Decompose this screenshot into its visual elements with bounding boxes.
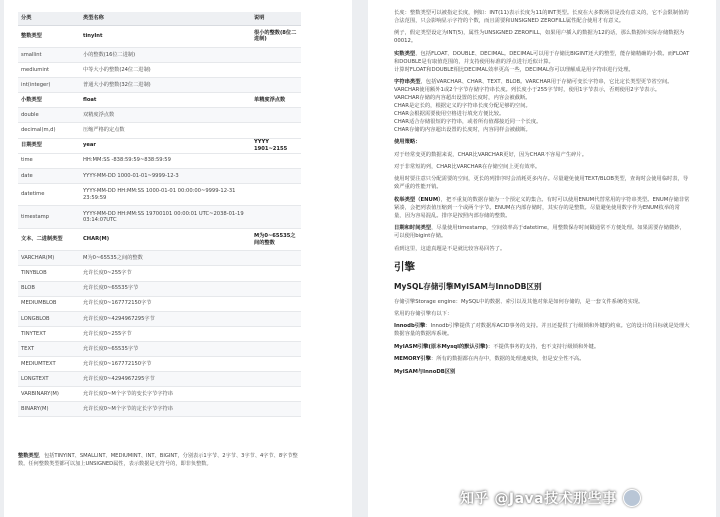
- cell-description: [251, 387, 301, 402]
- strategy-line: 对于非常短的列，CHAR比VARCHAR在存储空间上更有效率。: [394, 164, 541, 170]
- paragraph-example: 例子，假定类型设定为INT(5)，属性为UNSIGNED ZEROFILL，如果用户插入的数据为12的话，那么数据库实际存储数据为00012。: [394, 30, 685, 45]
- cell-category: VARCHAR(M): [18, 251, 80, 266]
- data-types-table: [18, 12, 301, 417]
- cell-type-name: 允许长度0~M个字节的定长字节字符串: [80, 402, 251, 417]
- cell-type-name: 允许长度0~255字节: [80, 326, 251, 341]
- cell-category: decimal(m,d): [18, 123, 80, 138]
- paragraph-innodb: Innodb引擎：Innodb引擎提供了对数据库ACID事务的支持。并且还提供了行级锁和外键的约束。它的设计的目标就是处理大数据容量的数据库系统。: [394, 323, 690, 338]
- cell-type-name: YYYY-MM-DD HH:MM:SS 19700101 00:00:01 UTC~2038-01-19 03:14:07UTC: [80, 206, 251, 229]
- table-row: [18, 183, 301, 206]
- cell-type-name: 允许长度0~65535字节: [80, 281, 251, 296]
- table-row: [18, 206, 301, 229]
- table-row: [18, 138, 301, 153]
- table-header-row: [18, 12, 301, 25]
- cell-description: [251, 296, 301, 311]
- header-category: 分类: [18, 12, 80, 25]
- string-line: CHAR是定长的，根据定义的字符串长度分配足够的空间。: [394, 102, 531, 109]
- zhihu-watermark: [460, 486, 710, 510]
- cell-category: BINARY(M): [18, 402, 80, 417]
- cell-type-name: 允许长度0~M个字节的变长字节字符串: [80, 387, 251, 402]
- table-row: [18, 48, 301, 63]
- watermark-text: 知乎 @Java技术那些事: [460, 491, 617, 507]
- cell-description: YYYY 1901~2155: [251, 138, 301, 153]
- cell-category: TINYBLOB: [18, 266, 80, 281]
- cell-category: date: [18, 168, 80, 183]
- string-line: CHAR适合存储很短的字符串，或者所有值都接近同一个长度。: [394, 118, 542, 125]
- cell-type-name: YYYY-MM-DD 1000-01-01~9999-12-3: [80, 168, 251, 183]
- cell-type-name: 允许长度0~255字节: [80, 266, 251, 281]
- cell-description: [251, 63, 301, 78]
- cell-description: [251, 281, 301, 296]
- paragraph-memory: MEMORY引擎：所有的数据都在内存中，数据的处理速度快，但是安全性不高。: [394, 356, 585, 363]
- table-row: [18, 228, 301, 251]
- cell-type-name: 允许长度0~167772150字节: [80, 357, 251, 372]
- cell-category: mediumint: [18, 63, 80, 78]
- table-row: [18, 168, 301, 183]
- table-row: [18, 123, 301, 138]
- cell-description: [251, 372, 301, 387]
- cell-type-name: 允许长度0~167772150字节: [80, 296, 251, 311]
- strategy-line: 使用时要注意只分配需要的空间，更长的列排序时会消耗更多内存。尽量避免使用TEXT/BLOB类型，查询时会使用临时表，导致严重的性能开销。: [394, 176, 689, 191]
- string-line: VARCHAR存储的内容超出设置的长度时，内容会被截断。: [394, 94, 531, 101]
- left-page: [4, 0, 352, 517]
- cell-description: 很小的整数(8位二进制): [251, 25, 301, 48]
- cell-category: BLOB: [18, 281, 80, 296]
- cell-category: timestamp: [18, 206, 80, 229]
- cell-description: [251, 108, 301, 123]
- paragraph-end: 看到这里，这道真题是不是就比较容易回答了。: [394, 245, 506, 252]
- cell-type-name: tinyInt: [80, 25, 251, 48]
- strategy-line: 对于经常变更的数据来说，CHAR比VARCHAR更好，因为CHAR不容易产生碎片。: [394, 151, 588, 158]
- paragraph-enum: 枚举类型（ENUM），把不重复的数据存储为一个预定义的集合。有时可以使用ENUM代替常用的字符串类型。ENUM存储非常紧凑，会把列表值压缩到一个或两个字节。ENUM在内部存储时，其实存的是整数。尽量避免使用数字作为ENUM枚举的常量，因为容易混乱。排序是按照内部存储的整数。: [394, 196, 690, 219]
- cell-description: [251, 266, 301, 281]
- cell-category: int(integer): [18, 78, 80, 93]
- string-line: VARCHAR使用额外1或2个字节存储字符串长度。列长度小于255字节时，使用1字节表示，否则使用2字节表示。: [394, 87, 661, 93]
- cell-category: TINYTEXT: [18, 326, 80, 341]
- cell-description: [251, 206, 301, 229]
- cell-description: [251, 402, 301, 417]
- cell-description: [251, 326, 301, 341]
- paragraph-length: 长度：整数类型可以被指定长度，例如：INT(11)表示长度为11的INT类型。长度在大多数场景是没有意义的，它不会限制值的合法范围，只会影响显示字符的个数，而且需要和UNSIGNED ZEROFILL属性配合使用才有意义。: [394, 10, 689, 24]
- cell-description: [251, 183, 301, 206]
- cell-type-name: float: [80, 93, 251, 108]
- string-line: CHAR会根据需要使用空格进行填充方便比较。: [394, 110, 505, 117]
- cell-description: 单精度浮点数: [251, 93, 301, 108]
- table-row: [18, 311, 301, 326]
- cell-description: [251, 168, 301, 183]
- table-row: [18, 266, 301, 281]
- article-body: [394, 10, 690, 381]
- cell-type-name: 中等大小的整数(24位二进制): [80, 63, 251, 78]
- table-row: [18, 402, 301, 417]
- strategy-title: 使用策略：: [394, 139, 421, 146]
- note-text: ，包括TINYINT、SMALLINT、MEDIUMINT、INT、BIGINT，分别表示1字节、2字节、3字节、4字节、8字节整数。任何整数类型都可以加上UNSIGNED属性，表示数据是无符号的，即非负整数。: [18, 453, 298, 468]
- paragraph-string: 字符串类型，包括VARCHAR、CHAR、TEXT、BLOB。VARCHAR用于存储可变长字符串，它比定长类型更节省空间。: [394, 79, 673, 86]
- cell-type-name: 允许长度0~4294967295字节: [80, 372, 251, 387]
- table-row: [18, 341, 301, 356]
- cell-category: 整数类型: [18, 25, 80, 48]
- paragraph-common: 常用的存储引擎有以下：: [394, 311, 453, 318]
- cell-category: LONGTEXT: [18, 372, 80, 387]
- paragraph-last: MyISAM与InnoDB区别: [394, 368, 456, 375]
- cell-type-name: 压缩严格的定点数: [80, 123, 251, 138]
- cell-type-name: 允许长度0~4294967295字节: [80, 311, 251, 326]
- table-row: [18, 372, 301, 387]
- cell-category: smallint: [18, 48, 80, 63]
- paragraph-storage-engine: 存储引擎Storage engine：MySQL中的数据、索引以及其他对象是如何存储的，是一套文件系统的实现。: [394, 298, 644, 305]
- cell-category: MEDIUMTEXT: [18, 357, 80, 372]
- cell-type-name: M为0~65535之间的整数: [80, 251, 251, 266]
- table-row: [18, 251, 301, 266]
- paragraph-real: 实数类型，包括FLOAT、DOUBLE、DECIMAL。DECIMAL可以用于存储比BIGINT还大的整型，能存储精确的小数。而FLOAT和DOUBLE是有取值范围的，并支持使用标准的浮点进行近似计算。: [394, 50, 690, 65]
- header-type-name: 类型名称: [80, 12, 251, 25]
- table-row: [18, 281, 301, 296]
- cell-description: [251, 78, 301, 93]
- avatar: [623, 489, 641, 507]
- cell-category: MEDIUMBLOB: [18, 296, 80, 311]
- integer-types-note: [18, 452, 303, 468]
- paragraph-real-2: 计算时FLOAT和DOUBLE相比DECIMAL效率更高一些，DECIMAL你可以理解成是用字符串进行处理。: [394, 66, 634, 73]
- cell-category: 文本、二进制类型: [18, 228, 80, 251]
- cell-type-name: CHAR(M): [80, 228, 251, 251]
- cell-description: [251, 341, 301, 356]
- real-bold: 实数类型: [394, 50, 416, 57]
- cell-description: [251, 153, 301, 168]
- cell-type-name: year: [80, 138, 251, 153]
- header-description: 说明: [251, 12, 301, 25]
- cell-category: datetime: [18, 183, 80, 206]
- cell-type-name: HH:MM:SS -838:59:59~838:59:59: [80, 153, 251, 168]
- table-row: [18, 326, 301, 341]
- cell-description: [251, 48, 301, 63]
- cell-category: double: [18, 108, 80, 123]
- note-bold: 整数类型: [18, 453, 39, 459]
- right-page: [368, 0, 716, 517]
- cell-type-name: 允许长度0~65535字节: [80, 341, 251, 356]
- table-row: [18, 93, 301, 108]
- table-row: [18, 387, 301, 402]
- paragraph-date: 日期和时间类型，尽量使用timestamp，空间效率高于datetime，用整数保存时间戳通常不方便处理。如果需要存储微妙，可以使用bigint存储。: [394, 225, 685, 240]
- cell-type-name: 双精度浮点数: [80, 108, 251, 123]
- cell-description: [251, 311, 301, 326]
- table-row: [18, 108, 301, 123]
- string-lines: [394, 87, 690, 135]
- cell-category: TEXT: [18, 341, 80, 356]
- table-row: [18, 357, 301, 372]
- cell-type-name: 小的整数(16位二进制): [80, 48, 251, 63]
- table-row: [18, 296, 301, 311]
- cell-type-name: 普通大小的整数(32位二进制): [80, 78, 251, 93]
- cell-category: VARBINARY(M): [18, 387, 80, 402]
- subheading-engine-diff: MySQL存储引擎MyISAM与InnoDB区别: [394, 282, 542, 292]
- table-row: [18, 153, 301, 168]
- cell-category: time: [18, 153, 80, 168]
- table-row: [18, 25, 301, 48]
- cell-description: M为0~65535之间的整数: [251, 228, 301, 251]
- string-line: CHAR存储的内容超出设置的长度时，内容同样会被截断。: [394, 126, 531, 133]
- string-bold: 字符串类型: [394, 79, 421, 86]
- cell-category: 日期类型: [18, 138, 80, 153]
- cell-description: [251, 357, 301, 372]
- table-row: [18, 78, 301, 93]
- cell-description: [251, 251, 301, 266]
- cell-type-name: YYYY-MM-DD HH:MM:SS 1000-01-01 00:00:00~9999-12-31 23:59:59: [80, 183, 251, 206]
- paragraph-myisam: MyIASM引擎(原本Mysql的默认引擎)：不提供事务的支持，也不支持行级锁和外键。: [394, 343, 600, 350]
- section-heading-engine: 引擎: [394, 261, 415, 274]
- cell-category: 小数类型: [18, 93, 80, 108]
- cell-category: LONGBLOB: [18, 311, 80, 326]
- cell-description: [251, 123, 301, 138]
- table-row: [18, 63, 301, 78]
